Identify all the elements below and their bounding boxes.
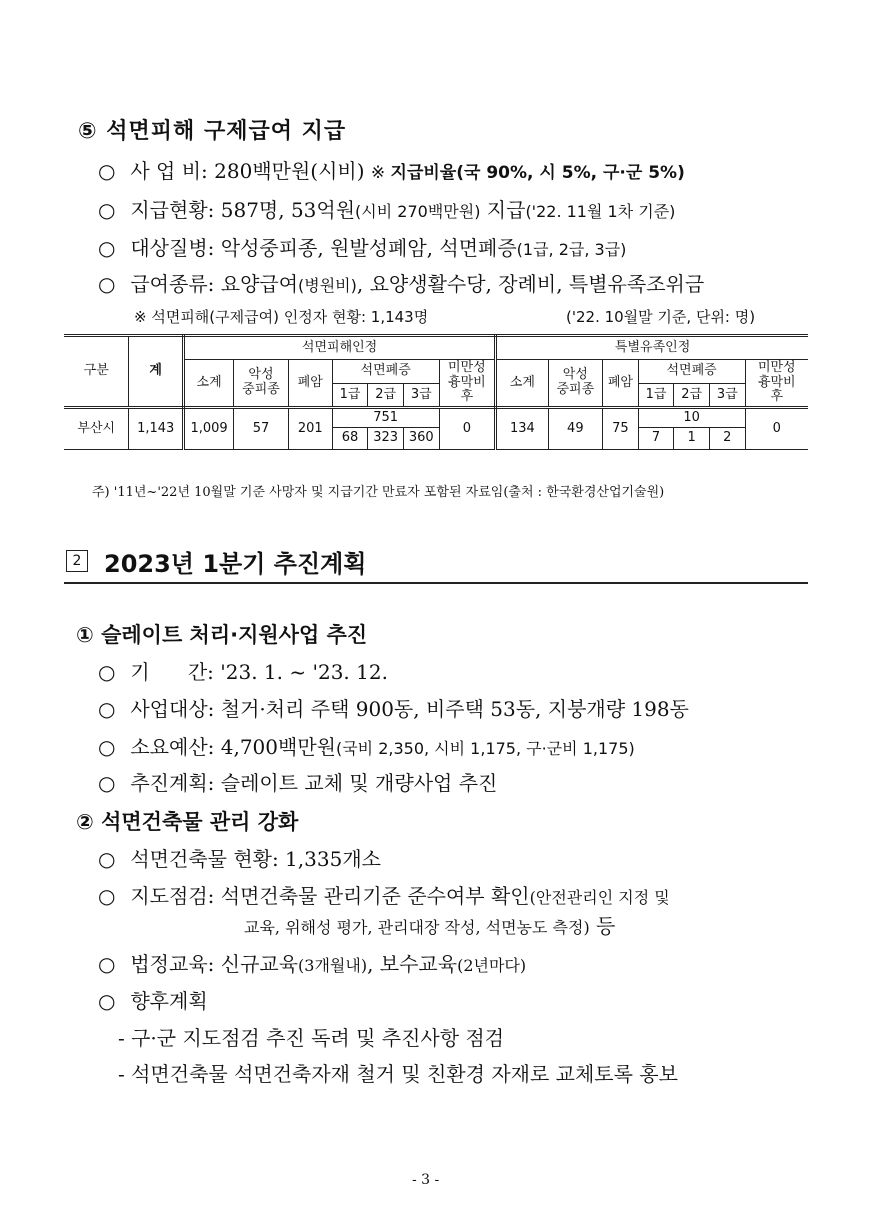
relief-table bbox=[64, 334, 808, 450]
cell-a-lung: 201 bbox=[288, 408, 332, 450]
header-subtotal: 소계 bbox=[183, 360, 233, 408]
sub2-item-inspection bbox=[98, 880, 670, 909]
sub2-item-education bbox=[98, 948, 526, 977]
cell-a-grade2: 323 bbox=[368, 428, 404, 450]
row-busan-name: 부산시 bbox=[64, 408, 129, 450]
sub1-item-plan bbox=[98, 767, 497, 796]
item-value: '23. 1. ~ '23. 12. bbox=[213, 660, 388, 684]
item-small: (안전관리인 지정 및 bbox=[529, 888, 670, 907]
item-label: 기 간: bbox=[130, 660, 214, 684]
header-grade1: 1급 bbox=[332, 384, 368, 408]
item-value: 악성중피종, 원발성폐암, 석면폐증 bbox=[214, 236, 517, 260]
circle-bullet: ○ bbox=[98, 236, 116, 260]
s5-item-budget bbox=[98, 155, 685, 184]
circle-bullet: ○ bbox=[98, 697, 116, 721]
header-asbestosis: 석면폐증 bbox=[638, 360, 745, 384]
sub1-item-target bbox=[98, 693, 689, 722]
item-value: 신규교육 bbox=[214, 952, 299, 976]
header-total: 계 bbox=[129, 336, 183, 408]
item-label: 사업대상: bbox=[130, 697, 215, 721]
item-label: 법정교육: bbox=[130, 952, 215, 976]
circle-bullet: ○ bbox=[98, 771, 116, 795]
cell-b-asbestosis: 10 bbox=[638, 408, 745, 428]
unit-note: ('22. 10월말 기준, 단위: 명) bbox=[566, 308, 756, 326]
row-total: 1,143 bbox=[129, 408, 183, 450]
header-grade3: 3급 bbox=[403, 384, 439, 408]
item-tail: , 보수교육 bbox=[367, 952, 458, 976]
payment-ratio: 지급비율(국 90%, 시 5%, 구·군 5%) bbox=[390, 163, 685, 183]
section-divider bbox=[64, 582, 808, 584]
item-small2: ('22. 11월 1차 기준) bbox=[525, 202, 676, 221]
item-small: (국비 2,350, 시비 1,175, 구·군비 1,175) bbox=[335, 739, 635, 758]
item-small: 교육, 위해성 평가, 관리대장 작성, 석면농도 측정) bbox=[244, 918, 590, 937]
cell-a-pleural: 0 bbox=[439, 408, 496, 450]
circle-bullet: ○ bbox=[98, 847, 116, 871]
item-small: (1급, 2급, 3급) bbox=[516, 240, 627, 259]
cell-b-pleural: 0 bbox=[745, 408, 808, 450]
header-gubun: 구분 bbox=[64, 336, 129, 408]
header-subtotal: 소계 bbox=[496, 360, 548, 408]
header-lung-cancer: 폐암 bbox=[288, 360, 332, 408]
item-value: 슬레이트 교체 및 개량사업 추진 bbox=[214, 771, 498, 795]
section5-title: ⑤ 석면피해 구제급여 지급 bbox=[78, 119, 347, 144]
sub1-title: ① 슬레이트 처리·지원사업 추진 bbox=[76, 623, 368, 647]
item-label: 사 업 비: bbox=[130, 159, 208, 183]
item-tail: 지급 bbox=[480, 198, 526, 222]
item-label: 추진계획: bbox=[130, 771, 215, 795]
circle-bullet: ○ bbox=[98, 159, 116, 183]
dash-item-2: - 석면건축물 석면건축자재 철거 및 친환경 자재로 교체토록 홍보 bbox=[118, 1062, 678, 1086]
cell-b-grade2: 1 bbox=[674, 428, 710, 450]
item-tail: 등 bbox=[589, 914, 616, 938]
header-asbestosis: 석면폐증 bbox=[332, 360, 439, 384]
header-special-bereaved: 특별유족인정 bbox=[496, 336, 808, 360]
circle-bullet: ○ bbox=[98, 989, 116, 1013]
item-value: 요양급여 bbox=[214, 272, 299, 296]
dash-item-1: - 구·군 지도점검 추진 독려 및 추진사항 점검 bbox=[118, 1026, 505, 1050]
item-small: (병원비) bbox=[298, 276, 357, 295]
header-grade2: 2급 bbox=[368, 384, 404, 408]
cell-b-grade1: 7 bbox=[638, 428, 674, 450]
sub2-item-status bbox=[98, 843, 381, 872]
sub1-item-budget bbox=[98, 731, 635, 760]
cell-b-subtotal: 134 bbox=[496, 408, 548, 450]
table-footnote: 주) '11년~'22년 10월말 기준 사망자 및 지급기간 만료자 포함된 자료임(출처 : 한국환경산업기술원) bbox=[92, 485, 665, 500]
header-lung-cancer: 폐암 bbox=[603, 360, 639, 408]
sub2-item-future bbox=[98, 985, 208, 1014]
cell-a-meso: 57 bbox=[234, 408, 288, 450]
sub1-item-period bbox=[98, 656, 388, 685]
item-value: 석면건축물 관리기준 준수여부 확인 bbox=[214, 884, 530, 908]
item-value: 587명, 53억원 bbox=[214, 198, 356, 222]
s5-item-status bbox=[98, 194, 675, 223]
header-grade3: 3급 bbox=[709, 384, 745, 408]
item-value: 280백만원(시비) bbox=[207, 159, 371, 183]
recognized-count-note: ※ 석면피해(구제급여) 인정자 현황: 1,143명 bbox=[134, 308, 429, 326]
item-value: 1,335개소 bbox=[278, 847, 381, 871]
item-label: 지도점검: bbox=[130, 884, 215, 908]
item-small: (시비 270백만원) bbox=[355, 202, 481, 221]
sub2-title: ② 석면건축물 관리 강화 bbox=[76, 810, 299, 834]
circle-bullet: ○ bbox=[98, 952, 116, 976]
item-value: 철거·처리 주택 900동, 비주택 53동, 지붕개량 198동 bbox=[214, 697, 689, 721]
item-label: 급여종류: bbox=[130, 272, 215, 296]
header-grade1: 1급 bbox=[638, 384, 674, 408]
item-label: 석면건축물 현황: bbox=[130, 847, 279, 871]
item-label: 소요예산: bbox=[130, 735, 215, 759]
cell-b-lung: 75 bbox=[603, 408, 639, 450]
item-label: 대상질병: bbox=[130, 236, 215, 260]
item-small2: (2년마다) bbox=[457, 956, 527, 975]
circle-bullet: ○ bbox=[98, 735, 116, 759]
page-number: - 3 - bbox=[412, 1172, 440, 1188]
cell-a-grade1: 68 bbox=[332, 428, 368, 450]
sub2-item-inspection-cont bbox=[244, 910, 615, 939]
section-number-box: 2 bbox=[66, 550, 88, 572]
note-mark: ※ bbox=[370, 163, 391, 183]
s5-item-types bbox=[98, 268, 704, 297]
cell-b-meso: 49 bbox=[548, 408, 602, 450]
header-grade2: 2급 bbox=[674, 384, 710, 408]
circle-bullet: ○ bbox=[98, 884, 116, 908]
section2-title: 2023년 1분기 추진계획 bbox=[104, 550, 367, 578]
circle-bullet: ○ bbox=[98, 660, 116, 684]
item-label: 지급현황: bbox=[130, 198, 215, 222]
cell-a-subtotal: 1,009 bbox=[183, 408, 233, 450]
item-small: (3개월내) bbox=[298, 956, 368, 975]
circle-bullet: ○ bbox=[98, 198, 116, 222]
cell-a-grade3: 360 bbox=[403, 428, 439, 450]
header-mesothelioma: 악성 중피종 bbox=[548, 360, 602, 408]
header-diffuse-pleural: 미만성 흉막비 후 bbox=[745, 360, 808, 408]
circle-bullet: ○ bbox=[98, 272, 116, 296]
header-asbestos-damage: 석면피해인정 bbox=[183, 336, 495, 360]
s5-item-disease bbox=[98, 232, 626, 261]
item-tail: , 요양생활수당, 장례비, 특별유족조위금 bbox=[356, 272, 705, 296]
item-label: 향후계획 bbox=[130, 989, 208, 1013]
header-diffuse-pleural: 미만성 흉막비 후 bbox=[439, 360, 496, 408]
cell-a-asbestosis: 751 bbox=[332, 408, 439, 428]
header-mesothelioma: 악성 중피종 bbox=[234, 360, 288, 408]
item-value: 4,700백만원 bbox=[214, 735, 336, 759]
cell-b-grade3: 2 bbox=[709, 428, 745, 450]
